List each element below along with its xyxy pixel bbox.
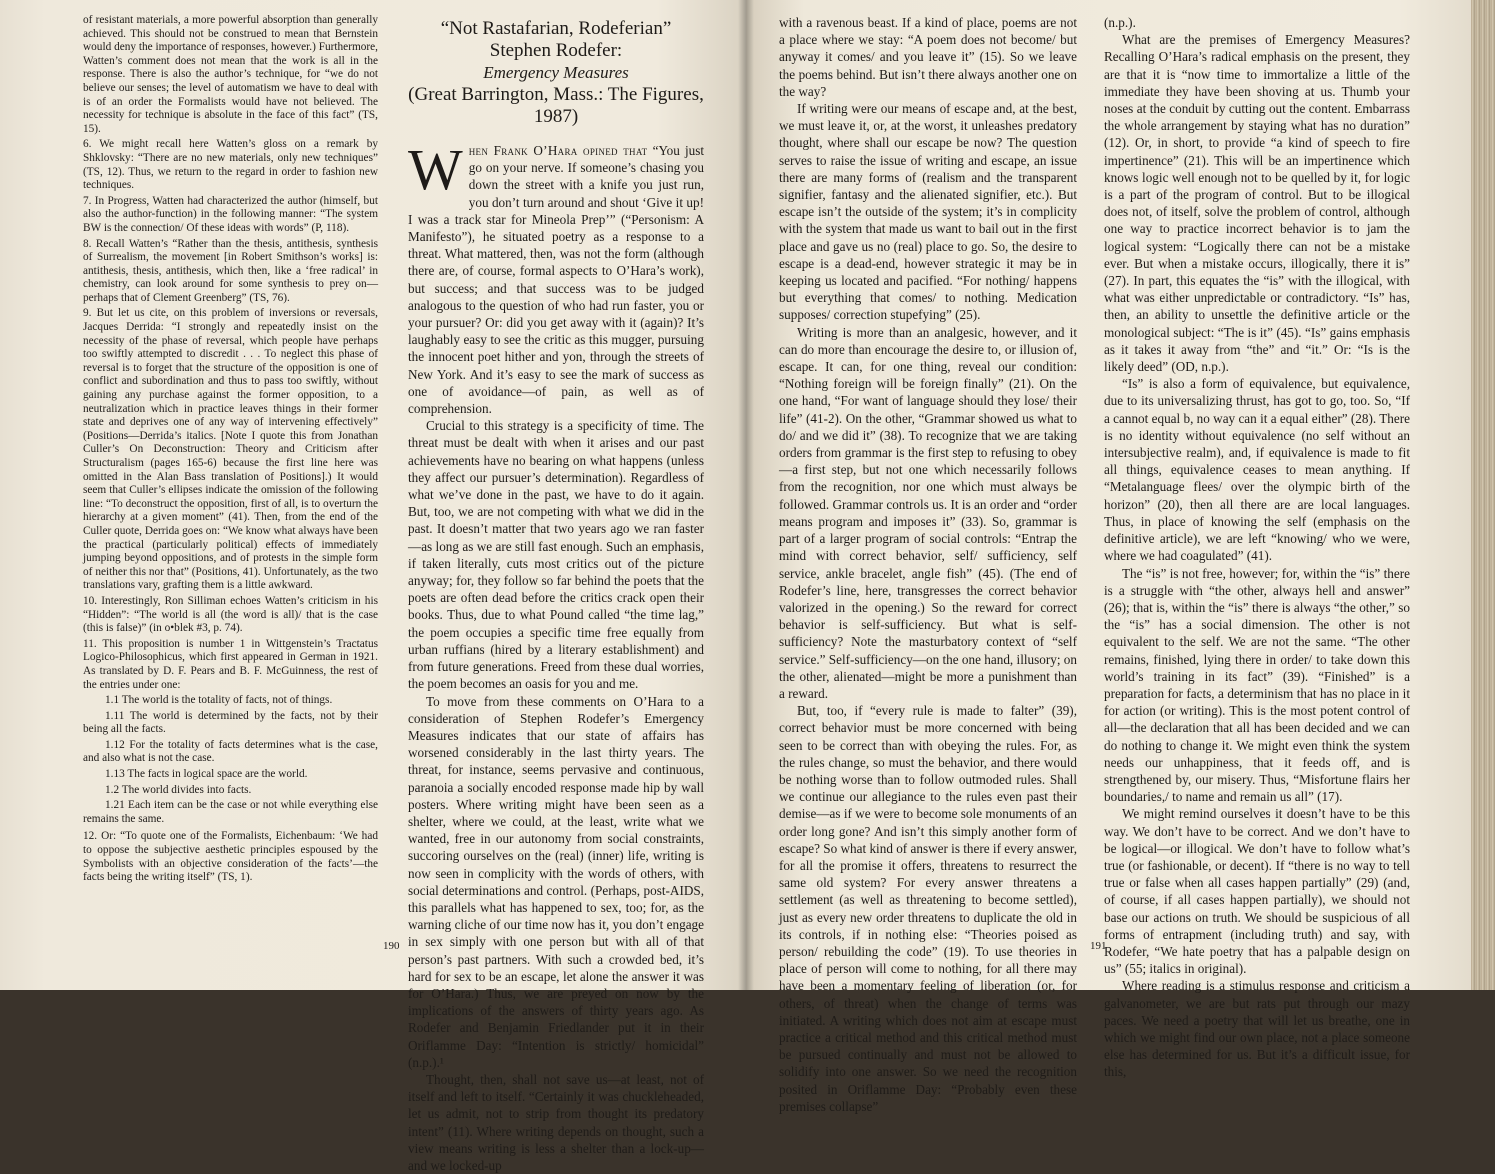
footnote: 10. Interestingly, Ron Silliman echoes Watten’s criticism in his “Hidden”: “The world is all (the word is all)/ that is the case (this is false)” (in o•blek #3, p. 74). — [83, 594, 378, 635]
right-right-column — [1104, 14, 1410, 1081]
paragraph: Thought, then, shall not save us—at least, not of itself and left to itself. “Certainly it was chuckleheaded, let us admit, not to strip from thought its predatory intent” (11). Where writing depends on thought, such a view means writing is less a shelter than a lock-up—and we locked-up — [408, 1071, 704, 1173]
paragraph: “Is” is also a form of equivalence, but equivalence, due to its universalizing thrust, has got to go, too. So, “If a cannot equal b, no way can it a equal either” (28). There is no identity without equivalence (no self without an intersubjective realm), and, if equivalence is made to fit all things, equivalence ceases to mean anything. If “Metalanguage flees/ over the olympic birth of the horizon” (20), then all there are are local languages. Thus, in place of knowing the self (emphasis on the definitive article), we are left “knowing/ who we were, where we had coagulated” (41). — [1104, 376, 1410, 564]
right-page — [746, 0, 1471, 1114]
tractatus-entry: 1.13 The facts in logical space are the world. — [105, 768, 308, 781]
paragraph: (n.p.). — [1104, 15, 1136, 30]
lead-in: hen Frank O’Hara opined that — [468, 143, 648, 158]
paragraph: The “is” is not free, however; for, within the “is” there is a struggle with “the other, always hell and answer” (26); that is, within the “is” there is always “the other,” so the “is” has a social dimension. The other is not equivalent to the self. We are not the same. “The other remains, finished, lying there in order/ to take down this world’s training in its fact” (39). “Finished” is a preparation for facts, a determinism that has no place in it for action (or writing). This is the most potent control of all—the declaration that all has been decided and we can do nothing to change it. We might even think the system needs our unhappiness, that it feeds off, and is strengthened by, our misery. Thus, “Misfortune flairs her boundaries,/ to name and remain us all” (17). — [1104, 565, 1410, 805]
footnote: 7. In Progress, Watten had characterized the author (himself, but also the author-function) in the following manner: “The system BW is the connection/ Of these ideas with words” (P, 118). — [83, 194, 378, 234]
page-edges — [1471, 0, 1495, 990]
right-left-column — [779, 14, 1077, 1115]
footnote: 11. This proposition is number 1 in Wittgenstein’s Tractatus Logico-Philosophicus, which first appeared in German in 1921. As translated by D. F. Pears and B. F. McGuinness, the rest of the entries under one: — [83, 637, 378, 691]
paragraph: We might remind ourselves it doesn’t have to be this way. We don’t have to be correct. And we don’t have to be logical—or illogical. We don’t have to follow what’s true (or fashionable, or decent). If “there is no way to tell true or false when all cases happen partially” (29) (and, of course, if all cases happen partially), we should not base our actions on truth. We should be suspicious of all forms of entrapment (including truth) and say, with Rodefer, “We hate poetry that has a palpable design on us” (55; italics in original). — [1104, 806, 1410, 977]
tractatus-entry: 1.1 The world is the totality of facts, not of things. — [105, 694, 333, 707]
paragraph: What are the premises of Emergency Measures? Recalling O’Hara’s radical emphasis on the present, they are that it is “now time to immortalize a little of the immediate they have been shoving at us. Thumb your noses at the conduit by cutting out the content. Embarrass the whole arrangement by staying what has no duration” (12). Or, in short, to provide “a kind of speech to fire impertinence” (21). This will be an impertinence which knows logic well enough not to be quelled by it, for logic is a part of the program of control. But to be illogical does not, of itself, solve the problem of control, although one way to practice incorrect behavior is to jam the logical system: “Logically there can not be a mistake ever. But when a mistake occurs, illogically, there it is” (27). In part, this equates the “is” with the illogical, with what was either unpredictable or contradictory. “Is” has, then, an ability to unsettle the definitive article or the monological subject: “The is it” (45). “Is” gains emphasis as it takes it away from “the” and “it.” Or: “Is is the likely deed” (OD, n.p.). — [1104, 32, 1410, 375]
footnote: 6. We might recall here Watten’s gloss on a remark by Shklovsky: “There are no new materials, only new techniques” (TS, 12). Thus, we return to the regard in order to fashion new techniques. — [83, 138, 378, 192]
footnotes-column — [83, 14, 378, 887]
footnote: 8. Recall Watten’s “Rather than the thesis, antithesis, synthesis of Surrealism, the movement [in Robert Smithson’s works] is: antithesis, thesis, antithesis, which then, like a ‘free radical’ in chemistry, can look around for some synthesis to prey on—perhaps that of Clement Greenberg” (TS, 76). — [83, 237, 378, 304]
tractatus-entry: 1.21 Each item can be the case or not while everything else remains the same. — [83, 799, 378, 825]
paragraph: If writing were our means of escape and, at the best, we must leave it, or, at the worst, it unleashes predatory thought, where shall our escape be now? The question serves to raise the issue of writing and escape, an issue there are many forms of (realism and the transparent signifier, fantasy and the alienated signifier, etc.). But escape isn’t the outside of the system; it’s in complicity with the system that made us want to bail out in the first place and gave us no (real) place to go. So, the desire to escape is a dead-end, however strategic it may be in keeping us located and pacified. “For nothing/ happens but everything that comes/ to nothing. Medication supposes/ correction stupefying” (25). — [779, 101, 1077, 323]
footnote: 9. But let us cite, on this problem of inversions or reversals, Jacques Derrida: “I strongly and repeatedly insist on the necessity of the phase of reversal, which people have perhaps too swiftly attempted to discredit . . . To neglect this phase of reversal is to forget that the structure of the opposition is one of conflict and subordination and thus to pass too swiftly, without gaining any purchase against the former opposition, to a neutralization which in practice leaves things in their former state and deprives one of any way of intervening effectively” (Positions—Derrida’s italics. [Note I quote this from Jonathan Culler’s On Deconstruction: Theory and Criticism after Structuralism (pages 165-6) because the first line here was omitted in the Alan Bass translation of Positions].) It would seem that Culler’s ellipses indicate the omission of the following line: “To deconstruct the opposition, first of all, is to overturn the hierarchy at a given moment” (41). Then, from the end of the Culler quote, Derrida goes on: “We know what always have been the practical (particularly political) effects of immediately jumping beyond oppositions, and of protests in the simple form of neither this nor that” (Positions, 41). Unfortunately, as the two translations vary, grafting them is a little awkward. — [83, 307, 378, 592]
page-number: 190 — [383, 940, 400, 952]
footnote: of resistant materials, a more powerful absorption than generally achieved. This should not be construed to mean that Bernstein would deny the importance of responses, however.) Furthermore, Watten’s comment does not mean that the work is all in the response. There is also the author’s technique, for “we do not believe our senses; the level of automatism we have to deal with is of an order the Formalists would have not believed. The necessity for technique is absolute in the face of this fact” (TS, 15). — [83, 14, 378, 135]
drop-cap: W — [408, 137, 463, 202]
article-column — [408, 14, 704, 1174]
left-page — [0, 0, 746, 1173]
paragraph: Where reading is a stimulus response and criticism a galvanometer, we are but rats put through our mazy paces. We need a poetry that will let us breathe, one in which we might find our own place, not a place someone else has determined for us. But it’s a difficult issue, for this, — [1104, 978, 1410, 1080]
paragraph: But, too, if “every rule is made to falter” (39), correct behavior must be more concerned with being seen to be correct than with obeying the rules. For, as the rules change, so must the behavior, and there would be nothing worse than to follow outmoded rules. Shall we continue our allegiance to the rules even past their demise—as if we were to become sole monuments of an order long gone? And isn’t this simply another form of escape? So what kind of answer is there if every answer, for all the promise it offers, threatens to resurrect the same old system? For every answer threatens a settlement (as well as threatening to become settled), just as every new order threatens to duplicate the old in its controls, if in nothing else: “Theories poised as person/ rebuilding the code” (19). To use theories in place of person will come to nothing, for all there may have been a momentary feeling of liberation (or, for others, of threat) when the change of terms was initiated. A writing which does not aim at escape must practice a critical method and this critical method must be pursued continually and must not be allowed to solidify into one answer. So we need the recognition posited in Oriflamme Day: “Probably even these premises collapse” — [779, 703, 1077, 1114]
paragraph: To move from these comments on O’Hara to a consideration of Stephen Rodefer’s Emergency Measures indicates that our state of affairs has worsened considerably in the last thirty years. The threat, for instance, seems pervasive and continuous, paranoia a socially encoded response made hip by wall posters. Where writing might have been seen as a shelter, where we could, at the least, write what we wanted, free in our autonomy from social constraints, succoring ourselves on the (real) (inner) life, writing is now seen in complicity with the words of others, with social determinations and control. (Perhaps, post-AIDS, this parallels what has happened to sex, too; for, as the warning cliche of our time now has it, you don’t engage in sex simply with one person but with all of that person’s past partners. With such a crowded bed, it’s hard for sex to be an escape, let alone the answer it was for O’Hara.) Thus, we are preyed on now by the implications of the answers of thirty years ago. As Rodefer and Benjamin Friedlander put it in their Oriflamme Day: “Intention is strictly/ homicidal” (n.p.).¹ — [408, 693, 704, 1070]
article-title — [408, 18, 704, 128]
footnote: 12. Or: “To quote one of the Formalists, Eichenbaum: ‘We had to oppose the subjective aesthetic principles espoused by the Symbolists with an objective consideration of the facts’—the facts being the writing itself” (TS, 1). — [83, 830, 378, 884]
tractatus-entry: 1.11 The world is determined by the facts, not by their being all the facts. — [83, 709, 378, 736]
tractatus-entry: 1.12 For the totality of facts determines what is the case, and also what is not the case. — [83, 738, 378, 765]
book-gutter — [738, 0, 754, 990]
paragraph: Writing is more than an analgesic, however, and it can do more than encourage the desire to, or illusion of, escape. It can, for one thing, reveal our condition: “Nothing foreign will be foreign finally” (21). On the one hand, “For want of language should they lose/ their life” (41-2). On the other, “Grammar showed us what to do/ and we did it” (38). To recognize that we are taking orders from grammar is the first step to refusing to obey—a first step, but not one which necessarily follows from the recognition, nor one which must always be followed. Grammar controls us. It is an order and “order means program and imposes it” (33). So, grammar is part of a larger program of social controls: “Entrap the mind with correct behavior, self/ sufficiency, self service, ankle bracelet, angle fish” (45). (The end of Rodefer’s line, here, transgresses the correct behavior valorized in the opening.) So the reward for correct behavior is self-sufficiency. But what is self-sufficiency? Note the masturbatory context of “self service.” Self-sufficiency—on the one hand, illusory; on the other, alienated—might be more a punishment than a reward. — [779, 324, 1077, 701]
opening-paragraph — [408, 137, 705, 417]
paragraph: Crucial to this strategy is a specificity of time. The threat must be dealt with when it arises and our past achievements have no bearing on what happens (unless they affect our pursuer’s determination). Regardless of what we’ve done in the past, we have to do it again. But, too, we are not competing with what we did in the past. It doesn’t matter that two years ago we ran faster—as long as we are still fast enough. Such an emphasis, if taken literally, cuts most critics out of the picture anyway; for, they follow so far behind the poets that the poets are often dead before the critics crack open their books. Thus, due to what Pound called “the time lag,” the poem occupies a specific time free equally from urban ruffians (hired by a literary establishment) and from future generations. Freed from these dual worries, the poem becomes an oasis for you and me. — [408, 418, 704, 692]
title-book: Emergency Measures — [483, 63, 629, 82]
title-line: Stephen Rodefer: — [489, 40, 623, 61]
paragraph-text: “You just go on your nerve. If someone’s chasing you down the street with a knife you just run, you don’t turn around and shout ‘Give it up! I was a track star for Mineola Prep’” (“Personism: A Manifesto”), he situated poetry as a response to a threat. What mattered, then, was not the form (although there are, of course, formal aspects to O’Hara’s work), but success; and that success was to be judged analogous to the question of who had run faster, you or your pursuer? Or: did you get away with it (again)? It’s laughably easy to see the critic as this mugger, pursuing the innocent poet hither and yon, through the streets of New York. And it’s easy to see the mark of success as one of avoidance—of pain, as well as of comprehension. — [408, 143, 705, 417]
title-line: “Not Rastafarian, Rodeferian” — [440, 18, 672, 39]
page-number: 191 — [1090, 940, 1107, 952]
title-publication: (Great Barrington, Mass.: The Figures, 1987) — [408, 84, 704, 127]
tractatus-entry: 1.2 The world divides into facts. — [105, 783, 252, 796]
paragraph: with a ravenous beast. If a kind of place, poems are not a place where we stay: “A poem does not become/ but anyway it comes/ and you leave it” (15). So we leave the poems behind. But isn’t there always another one on the way? — [779, 15, 1077, 99]
